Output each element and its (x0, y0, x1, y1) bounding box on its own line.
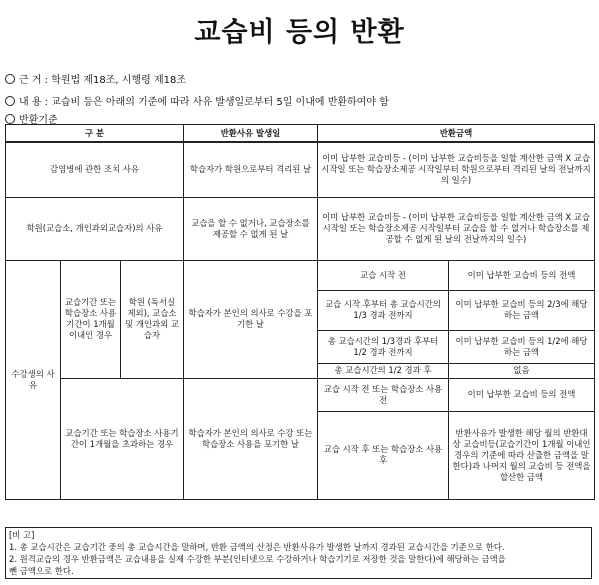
page-title: 교습비 등의 반환 (194, 17, 405, 48)
table-row (6, 197, 595, 260)
amount-cell: 없음 (449, 363, 595, 378)
amount-cell: 이미 납부한 교습비등 - (이미 납부한 교습비등을 일할 계산한 금액 X 교습 시작일 또는 학습장소제공 시작일부터 학원으로부터 격리된 날의 전날까지의 일수) (318, 142, 595, 197)
provider-type-cell: 학원 (독서실 제외), 교습소 및 개인과외 교습자 (121, 260, 184, 378)
reason-cell: 학습자가 본인의 의사로 수강 또는 학습장소 사용을 포기한 날 (184, 378, 318, 499)
content-line (5, 93, 389, 108)
category-cell: 학원(교습소, 개인과외교습자)의 사유 (6, 197, 184, 260)
amount-cell: 이미 납부한 교습비 등의 1/2에 해당하는 금액 (449, 330, 595, 363)
remark-item: 뺀 금액으로 한다. (9, 566, 74, 576)
header-row (6, 125, 595, 143)
timing-cell: 교습 시작 후부터 총 교습시간의 1/3 경과 전까지 (318, 290, 449, 330)
amount-cell: 이미 납부한 교습비 등의 전액 (449, 260, 595, 290)
legal-basis-line (5, 71, 186, 86)
circle-bullet-icon (5, 74, 15, 84)
legal-basis-text: 근 거 : 학원법 제18조, 시행령 제18조 (19, 75, 186, 86)
reason-cell: 학습자가 본인의 의사로 수강을 포기한 날 (184, 260, 318, 378)
student-reason-cell: 수강생의 사유 (6, 260, 61, 499)
remark-item: 2. 원격교습의 경우 반환금액은 교습내용을 실제 수강한 부분(인터넷으로 수강하거나 학습기기로 저장한 것을 말한다)에 해당하는 금액을 (9, 554, 506, 564)
remarks-box (5, 527, 592, 579)
timing-cell: 총 교습시간의 1/3경과 후부터 1/2 경과 전까지 (318, 330, 449, 363)
refund-criteria-table (5, 124, 595, 500)
amount-cell: 이미 납부한 교습비등 - (이미 납부한 교습비등을 일할 계산한 금액 X 교습 시작일 또는 학습장소제공 시작일부터 교습을 할 수 없거나 학습장소를 제공할 수 없게 된 날의 전날까지의 일수) (318, 197, 595, 260)
table-row (6, 260, 595, 290)
amount-cell: 이미 납부한 교습비 등의 전액 (449, 378, 595, 411)
header-amount: 반환금액 (318, 125, 595, 143)
table-row (6, 378, 595, 411)
timing-cell: 총 교습시간의 1/2 경과 후 (318, 363, 449, 378)
amount-cell: 이미 납부한 교습비 등의 2/3에 해당하는 금액 (449, 290, 595, 330)
timing-cell: 교습 시작 후 또는 학습장소 사용 후 (318, 411, 449, 499)
content-text: 내 용 : 교습비 등은 아래의 기준에 따라 사유 발생일로부터 5일 이내에 반환하여야 함 (19, 97, 389, 108)
timing-cell: 교습 시작 전 또는 학습장소 사용 전 (318, 378, 449, 411)
amount-cell: 반환사유가 발생한 해당 월의 반환대상 교습비등(교습기간이 1개월 이내인 경우의 기준에 따라 산출한 금액을 말한다)과 나머지 월의 교습비 등 전액을 합산한 금액 (449, 411, 595, 499)
short-period-cell: 교습기간 또는 학습장소 사용기간이 1개월 이내인 경우 (61, 260, 121, 378)
criteria-text: 반환기준 (19, 115, 58, 126)
long-period-cell: 교습기간 또는 학습장소 사용기간이 1개월을 초과하는 경우 (61, 378, 184, 499)
reason-cell: 교습을 할 수 없거나, 교습장소를 제공할 수 없게 된 날 (184, 197, 318, 260)
header-reason: 반환사유 발생일 (184, 125, 318, 143)
remarks-heading: [비 고] (9, 530, 35, 540)
circle-bullet-icon (5, 114, 15, 124)
timing-cell: 교습 시작 전 (318, 260, 449, 290)
table-row (6, 142, 595, 197)
remark-item: 1. 총 교습시간은 교습기간 중의 총 교습시간을 말하며, 반환 금액의 산정은 반환사유가 발생한 날까지 경과된 교습시간을 기준으로 한다. (9, 542, 505, 552)
reason-cell: 학습자가 학원으로부터 격리된 날 (184, 142, 318, 197)
header-category: 구 분 (6, 125, 184, 143)
circle-bullet-icon (5, 96, 15, 106)
category-cell: 감염병에 관한 조치 사유 (6, 142, 184, 197)
